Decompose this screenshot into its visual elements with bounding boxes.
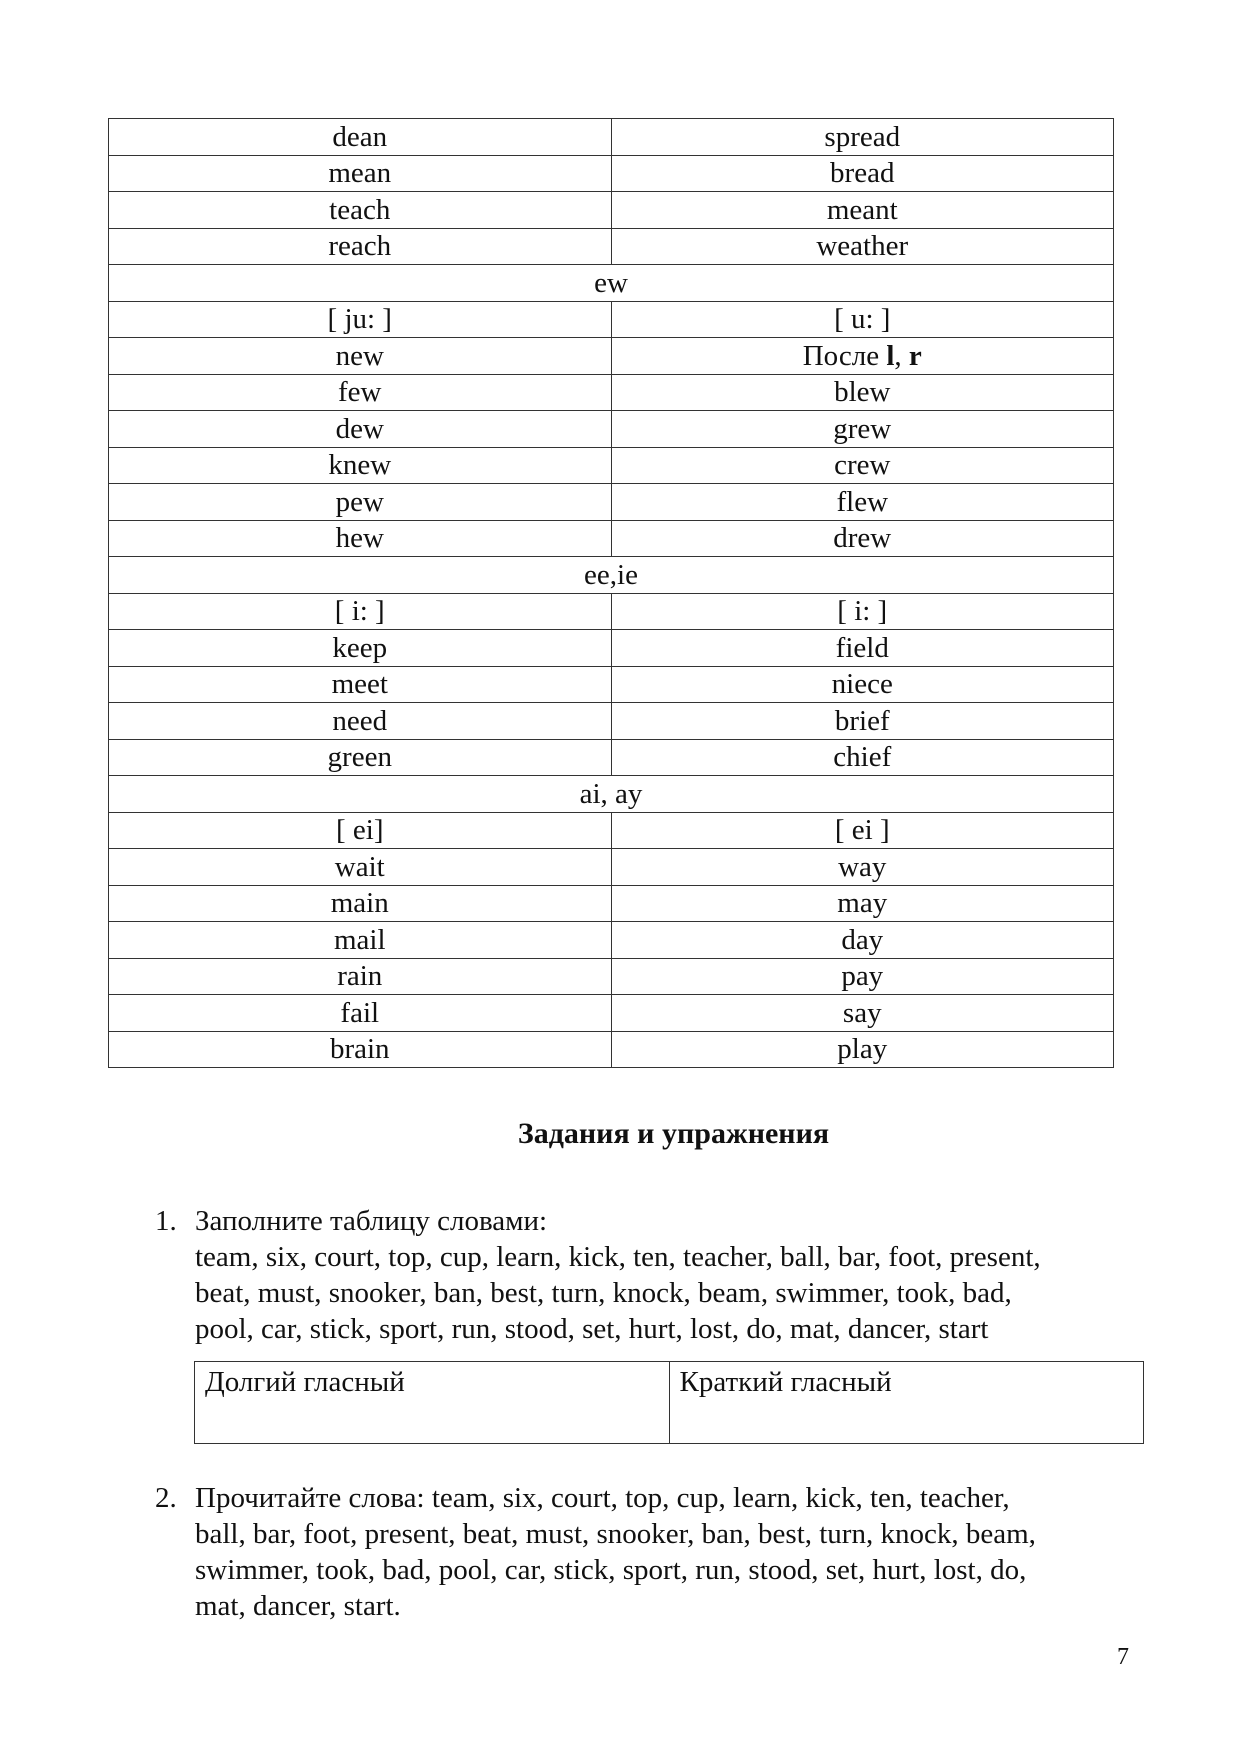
right-word-cell: [ ei ] bbox=[611, 812, 1114, 849]
right-word-cell: weather bbox=[611, 228, 1114, 265]
left-word-cell: new bbox=[109, 338, 612, 375]
table-row bbox=[109, 447, 1114, 484]
task-2-line: swimmer, took, bad, pool, car, stick, sport, run, stood, set, hurt, lost, do, bbox=[195, 1554, 1027, 1586]
table-row bbox=[109, 739, 1114, 776]
right-word-cell: day bbox=[611, 922, 1114, 959]
left-word-cell: dean bbox=[109, 119, 612, 156]
right-word-cell: [ u: ] bbox=[611, 301, 1114, 338]
task-2-line: mat, dancer, start. bbox=[195, 1590, 401, 1622]
table-row bbox=[109, 922, 1114, 959]
right-word-cell: drew bbox=[611, 520, 1114, 557]
left-word-cell: main bbox=[109, 885, 612, 922]
table-row bbox=[109, 192, 1114, 229]
left-word-cell: reach bbox=[109, 228, 612, 265]
left-word-cell: teach bbox=[109, 192, 612, 229]
left-word-cell: [ ei] bbox=[109, 812, 612, 849]
after-label: После bbox=[802, 339, 887, 372]
task-1-prompt: Заполните таблицу словами: bbox=[195, 1205, 548, 1237]
letter-r: r bbox=[908, 339, 922, 372]
table-row bbox=[109, 338, 1114, 375]
long-vowel-cell[interactable]: Долгий гласный bbox=[195, 1362, 670, 1444]
section-title: Задания и упражнения bbox=[517, 1117, 830, 1150]
table-section-header-row bbox=[109, 557, 1114, 594]
left-word-cell: pew bbox=[109, 484, 612, 521]
right-word-cell: may bbox=[611, 885, 1114, 922]
fill-table bbox=[194, 1361, 1144, 1444]
section-header-cell: ai, ay bbox=[109, 776, 1114, 813]
table-row bbox=[109, 301, 1114, 338]
left-word-cell: brain bbox=[109, 1031, 612, 1068]
table-row bbox=[109, 1031, 1114, 1068]
left-word-cell: few bbox=[109, 374, 612, 411]
letter-l: l bbox=[886, 339, 895, 372]
left-word-cell: fail bbox=[109, 995, 612, 1032]
right-word-cell: brief bbox=[611, 703, 1114, 740]
table-row bbox=[109, 885, 1114, 922]
task-1-words-line: beat, must, snooker, ban, best, turn, knock, beam, swimmer, took, bad, bbox=[195, 1277, 1012, 1309]
left-word-cell: keep bbox=[109, 630, 612, 667]
left-word-cell: [ ju: ] bbox=[109, 301, 612, 338]
left-word-cell: [ i: ] bbox=[109, 593, 612, 630]
right-word-cell: bread bbox=[611, 155, 1114, 192]
table-row bbox=[109, 666, 1114, 703]
page-number: 7 bbox=[1117, 1644, 1129, 1670]
left-word-cell: mean bbox=[109, 155, 612, 192]
left-word-cell: green bbox=[109, 739, 612, 776]
left-word-cell: dew bbox=[109, 411, 612, 448]
table-section-header-row bbox=[109, 776, 1114, 813]
left-word-cell: knew bbox=[109, 447, 612, 484]
table-row bbox=[109, 520, 1114, 557]
left-word-cell: meet bbox=[109, 666, 612, 703]
right-word-cell: flew bbox=[611, 484, 1114, 521]
right-word-cell: spread bbox=[611, 119, 1114, 156]
separator: , bbox=[894, 339, 909, 372]
table-section-header-row bbox=[109, 265, 1114, 302]
table-row bbox=[109, 849, 1114, 886]
task-1-words-line: team, six, court, top, cup, learn, kick, ten, teacher, ball, bar, foot, present, bbox=[195, 1241, 1041, 1273]
table-row bbox=[109, 958, 1114, 995]
right-word-cell: chief bbox=[611, 739, 1114, 776]
right-word-cell: crew bbox=[611, 447, 1114, 484]
short-vowel-cell[interactable]: Краткий гласный bbox=[669, 1362, 1144, 1444]
table-row bbox=[109, 119, 1114, 156]
right-word-cell: grew bbox=[611, 411, 1114, 448]
right-word-cell: [ i: ] bbox=[611, 593, 1114, 630]
table-row bbox=[109, 593, 1114, 630]
right-word-cell: blew bbox=[611, 374, 1114, 411]
left-word-cell: rain bbox=[109, 958, 612, 995]
task-1 bbox=[155, 1203, 1133, 1347]
table-row bbox=[109, 155, 1114, 192]
right-word-cell: say bbox=[611, 995, 1114, 1032]
vowel-table bbox=[108, 118, 1114, 1068]
table-row bbox=[109, 411, 1114, 448]
table-row bbox=[109, 630, 1114, 667]
table-row bbox=[109, 374, 1114, 411]
right-word-cell: play bbox=[611, 1031, 1114, 1068]
task-2-line: ball, bar, foot, present, beat, must, snooker, ban, best, turn, knock, beam, bbox=[195, 1518, 1036, 1550]
table-row bbox=[109, 703, 1114, 740]
section-header-cell: ee,ie bbox=[109, 557, 1114, 594]
section-header-cell: ew bbox=[109, 265, 1114, 302]
left-word-cell: need bbox=[109, 703, 612, 740]
task-1-number: 1. bbox=[155, 1205, 177, 1237]
task-2 bbox=[155, 1480, 1133, 1624]
task-2-line: Прочитайте слова: team, six, court, top, cup, learn, kick, ten, teacher, bbox=[195, 1482, 1010, 1514]
table-row bbox=[109, 995, 1114, 1032]
right-word-cell: niece bbox=[611, 666, 1114, 703]
right-word-cell: meant bbox=[611, 192, 1114, 229]
right-word-cell: field bbox=[611, 630, 1114, 667]
after-l-r-cell bbox=[611, 338, 1114, 375]
right-word-cell: pay bbox=[611, 958, 1114, 995]
right-word-cell: way bbox=[611, 849, 1114, 886]
left-word-cell: mail bbox=[109, 922, 612, 959]
table-row bbox=[109, 812, 1114, 849]
left-word-cell: wait bbox=[109, 849, 612, 886]
left-word-cell: hew bbox=[109, 520, 612, 557]
task-1-words-line: pool, car, stick, sport, run, stood, set, hurt, lost, do, mat, dancer, start bbox=[195, 1313, 989, 1345]
task-2-number: 2. bbox=[155, 1482, 177, 1514]
table-row bbox=[109, 228, 1114, 265]
table-row bbox=[109, 484, 1114, 521]
